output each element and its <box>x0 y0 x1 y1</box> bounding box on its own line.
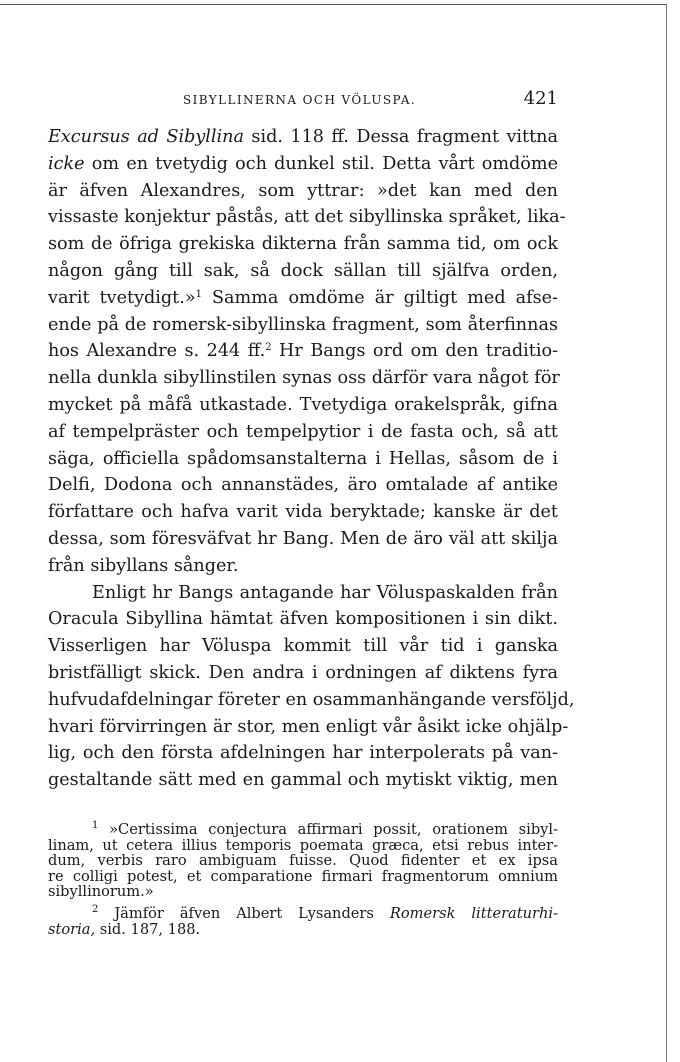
footnote-line: re colligi potest, et comparatione firmari fragmentorum omnium <box>48 867 558 885</box>
body-line: är äfven Alexandres, som yttrar: »det kan med den <box>48 180 558 201</box>
body-line: nella dunkla sibyllinstilen synas oss därför vara något för <box>48 368 560 389</box>
body-line: mycket på måfå utkastade. Tvetydiga orakelspråk, gifna <box>48 394 558 415</box>
body-line: icke om en tvetydig och dunkel stil. Detta vårt omdöme <box>48 153 558 174</box>
footnote-marker: 2 <box>92 903 99 915</box>
body-line: vissaste konjektur påstås, att det sibyllinska språket, lika- <box>48 207 566 228</box>
footnote-ref: 1 <box>195 288 202 300</box>
running-head: SIBYLLINERNA OCH VÖLUSPA. <box>183 93 417 107</box>
body-line: Delfi, Dodona och annanstädes, äro omtalade af antike <box>48 475 558 496</box>
body-line: hufvudafdelningar företer en osammanhängande versföljd, <box>48 689 575 710</box>
body-line: varit tvetydigt.»$^1$ Samma omdöme är giltigt med afse- <box>48 287 559 308</box>
body-line: gestaltande sätt med en gammal och mytiskt viktig, men <box>48 770 558 791</box>
page-number: 421 <box>523 88 558 109</box>
body-line: lig, och den första afdelningen har interpolerats på van- <box>48 743 558 764</box>
body-line: Enligt hr Bangs antagande har Völuspaskalden från <box>92 582 558 603</box>
footnote-ref: 2 <box>265 342 272 354</box>
body-line: Excursus ad Sibyllina sid. 118 ff. Dessa fragment vittna <box>48 127 558 147</box>
body-line: hos Alexandre s. 244 ff.$^2$ Hr Bangs ord om den traditio- <box>48 341 558 362</box>
body-line: säga, officiella spådomsanstalterna i Hellas, såsom de i <box>48 448 558 469</box>
body-line: som de öfriga grekiska dikterna från samma tid, om ock <box>48 234 558 255</box>
body-line: Oracula Sibyllina hämtat äfven kompositionen i sin dikt. <box>48 609 558 630</box>
scan-border-right <box>666 4 667 1062</box>
body-line: författare och hafva varit vida beryktade; kanske är det <box>48 502 558 523</box>
body-line: bristfälligt skick. Den andra i ordningen af diktens fyra <box>48 662 558 683</box>
body-line: från sibyllans sånger. <box>48 555 239 576</box>
body-line: Visserligen har Völuspa kommit till vår tid i ganska <box>48 636 558 657</box>
footnote-line: $^1$ »Certissima conjectura affirmari possit, orationem sibyl- <box>92 820 558 838</box>
footnote-marker: 1 <box>92 820 99 831</box>
body-text <box>48 124 575 794</box>
body-line: hvari förvirringen är stor, men enligt vår åsikt icke ohjälp- <box>48 716 569 737</box>
footnote-line: $^2$ Jämför äfven Albert Lysanders Romersk litteraturhi- <box>92 903 558 922</box>
body-line: dessa, som föresväfvat hr Bang. Men de äro väl att skilja <box>48 528 558 549</box>
body-line: af tempelpräster och tempelpytior i de fasta och, så att <box>48 421 558 442</box>
footnote-line: storia, sid. 187, 188. <box>48 920 201 938</box>
body-line: någon gång till sak, så dock sällan till själfva orden, <box>48 260 558 281</box>
footnotes <box>48 822 558 937</box>
scan-border-top <box>0 4 666 5</box>
body-line: ende på de romersk-sibyllinska fragment, som återfinnas <box>48 314 558 335</box>
footnote-line: sibyllinorum.» <box>48 883 154 901</box>
footnote-line: linam, ut cetera illius temporis poemata græca, etsi rebus inter- <box>48 836 558 854</box>
page-header <box>48 88 558 112</box>
footnote-line: dum, verbis raro ambiguam fuisse. Quod fidenter et ex ipsa <box>48 852 558 870</box>
